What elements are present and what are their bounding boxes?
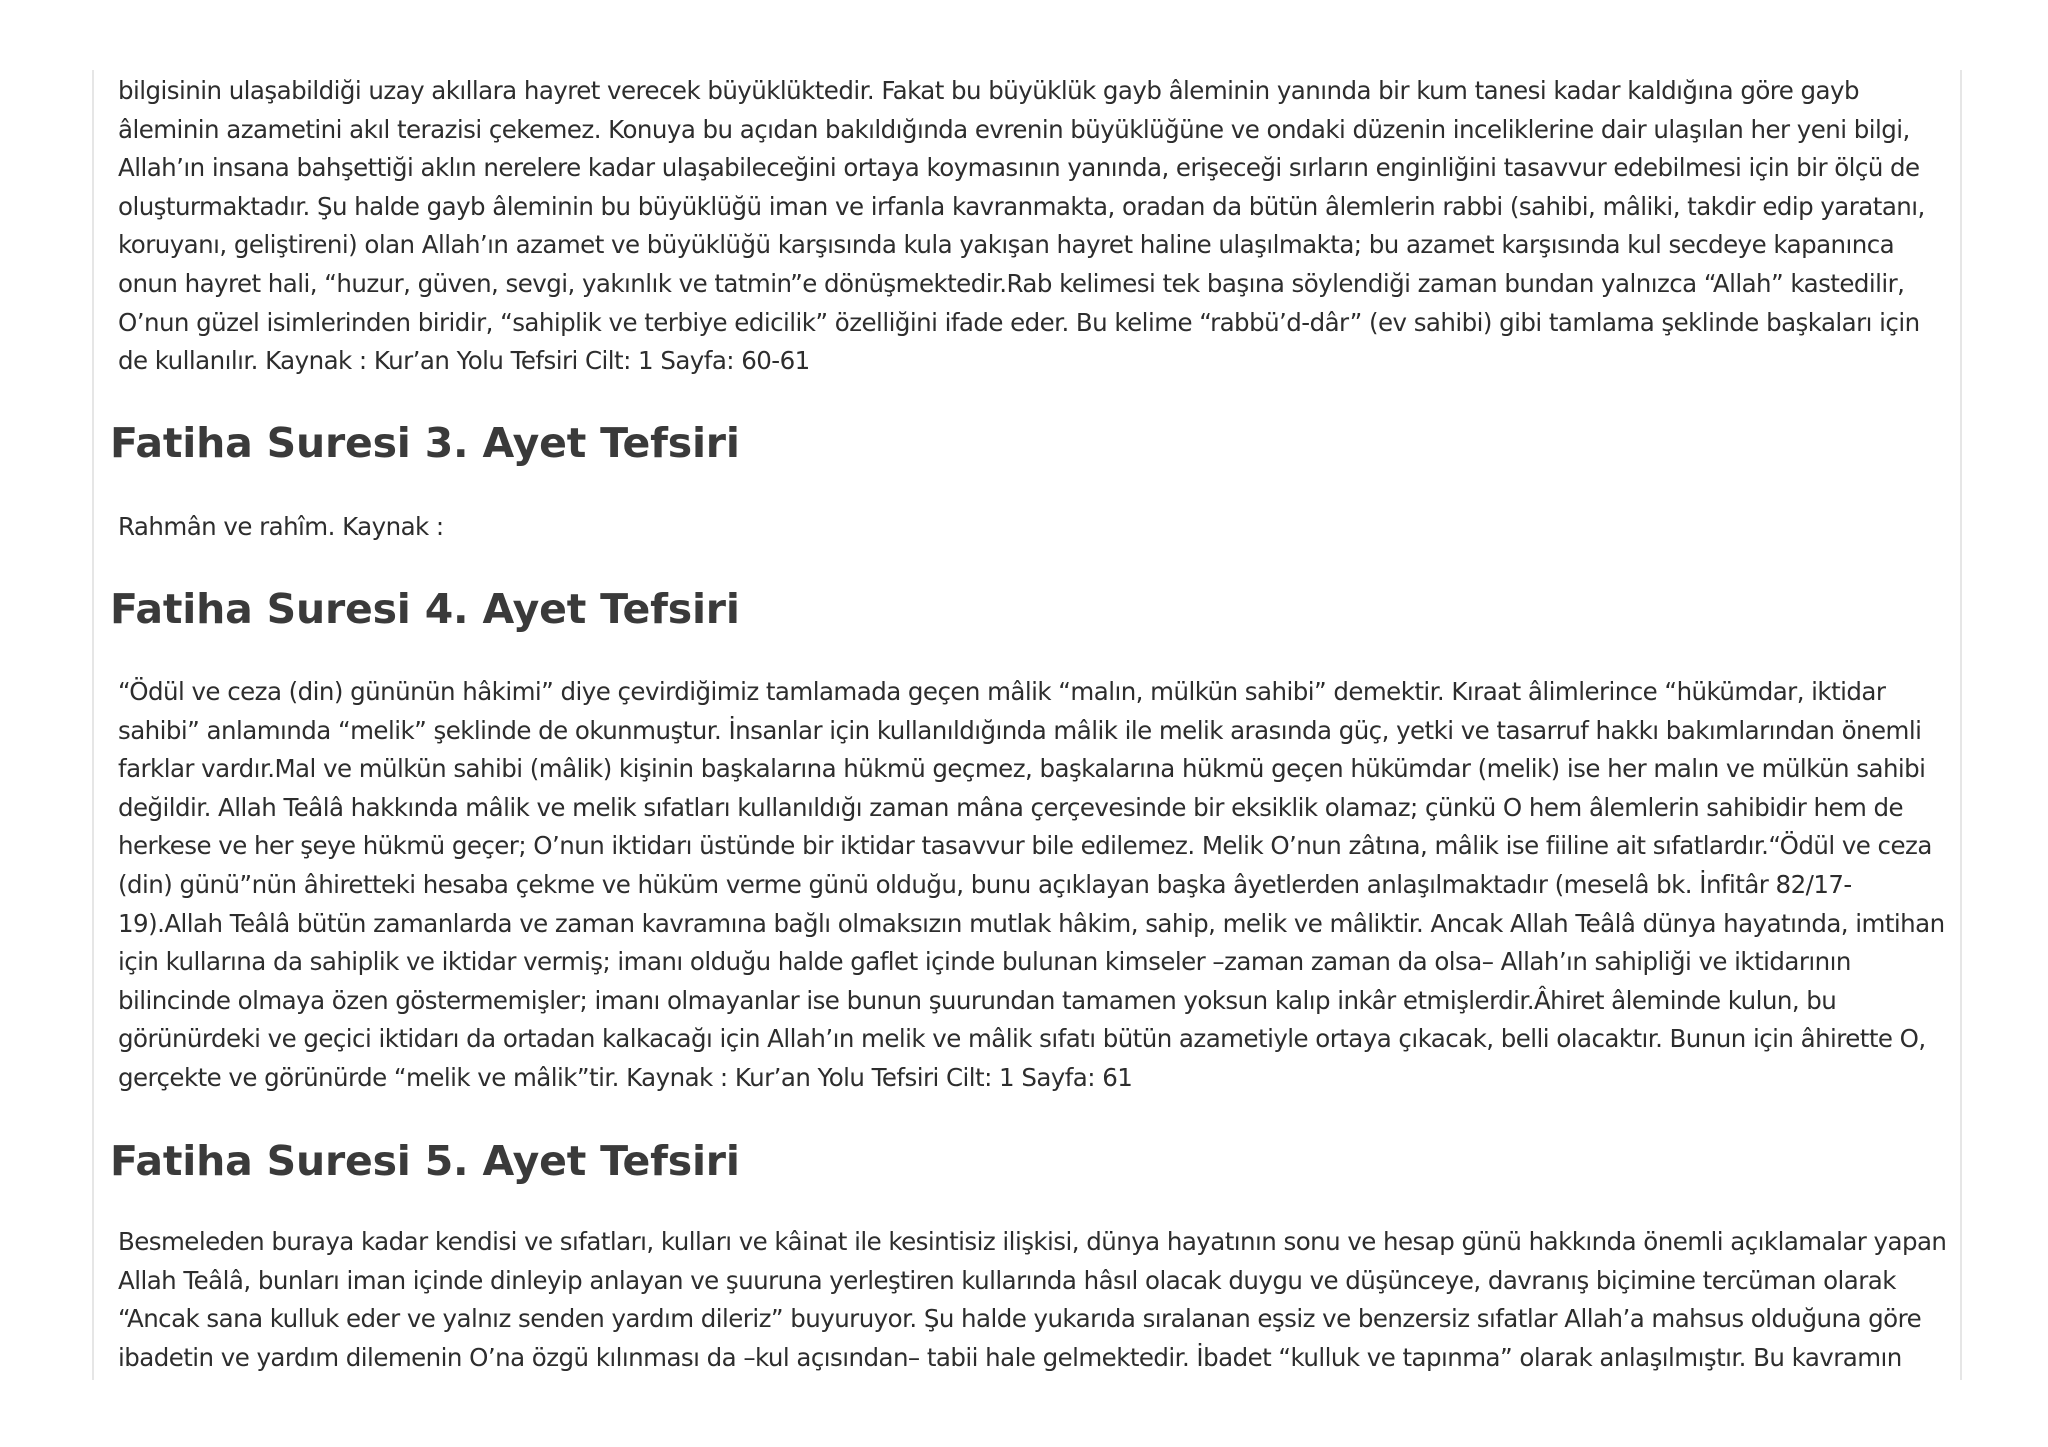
section-heading-ayet-3: Fatiha Suresi 3. Ayet Tefsiri [110, 419, 740, 467]
article-content [92, 70, 1962, 1380]
section-heading-ayet-4: Fatiha Suresi 4. Ayet Tefsiri [110, 585, 740, 633]
section-text-ayet-4: “Ödül ve ceza (din) gününün hâkimi” diye çevirdiğimiz tamlamada geçen mâlik “malın, mülkün sahibi” demektir. Kıraat âlimlerince “hükümdar, iktidar sahibi” anlamında “melik” şeklinde de okunmuştur. İnsanlar için kullanıldığında mâlik ile melik arasında güç, yetki ve tasarruf hakkı bakımlarından önemli farklar vardır.Mal ve mülkün sahibi (mâlik) kişinin başkalarına hükmü geçmez, başkalarına hükmü geçen hükümdar (melik) ise her malın ve mülkün sahibi değildir. Allah Teâlâ hakkında mâlik ve melik sıfatları kullanıldığı zaman mâna çerçevesinde bir eksiklik olamaz; çünkü O hem âlemlerin sahibidir hem de herkese ve her şeye hükmü geçer; O’nun iktidarı üstünde bir iktidar tasavvur bile edilemez. Melik O’nun zâtına, mâlik ise fiiline ait sıfatlardır.“Ödül ve ceza (din) günü”nün âhiretteki hesaba çekme ve hüküm verme günü olduğu, bunu açıklayan başka âyetlerden anlaşılmaktadır (meselâ bk. İnfitâr 82/17-19).Allah Teâlâ bütün zamanlarda ve zaman kavramına bağlı olmaksızın mutlak hâkim, sahip, melik ve mâliktir. Ancak Allah Teâlâ dünya hayatında, imtihan için kullarına da sahiplik ve iktidar vermiş; imanı olduğu halde gaflet içinde bulunan kimseler –zaman zaman da olsa– Allah’ın sahipliği ve iktidarının bilincinde olmaya özen göstermemişler; imanı olmayanlar ise bunun şuurundan tamamen yoksun kalıp inkâr etmişlerdir.Âhiret âleminde kulun, bu görünürdeki ve geçici iktidarı da ortadan kalkacağı için Allah’ın melik ve mâlik sıfatı bütün azametiyle ortaya çıkacak, belli olacaktır. Bunun için âhirette O, gerçekte ve görünürde “melik ve mâlik”tir. Kaynak : Kur’an Yolu Tefsiri Cilt: 1 Sayfa: 61 [118, 677, 1945, 1092]
section-text-ayet-3: Rahmân ve rahîm. Kaynak : [118, 512, 444, 541]
section-heading-ayet-5: Fatiha Suresi 5. Ayet Tefsiri [110, 1137, 740, 1185]
paragraph-intro: bilgisinin ulaşabildiği uzay akıllara hayret verecek büyüklüktedir. Fakat bu büyüklük gayb âleminin yanında bir kum tanesi kadar kaldığına göre gayb âleminin azametini akıl terazisi çekemez. Konuya bu açıdan bakıldığında evrenin büyüklüğüne ve ondaki düzenin inceliklerine dair ulaşılan her yeni bilgi, Allah’ın insana bahşettiği aklın nerelere kadar ulaşabileceğini ortaya koymasının yanında, erişeceği sırların enginliğini tasavvur edebilmesi için bir ölçü de oluşturmaktadır. Şu halde gayb âleminin bu büyüklüğü iman ve irfanla kavranmakta, oradan da bütün âlemlerin rabbi (sahibi, mâliki, takdir edip yaratanı, koruyanı, geliştireni) olan Allah’ın azamet ve büyüklüğü karşısında kula yakışan hayret haline ulaşılmakta; bu azamet karşısında kul secdeye kapanınca onun hayret hali, “huzur, güven, sevgi, yakınlık ve tatmin”e dönüşmektedir.Rab kelimesi tek başına söylendiği zaman bundan yalnızca “Allah” kastedilir, O’nun güzel isimlerinden biridir, “sahiplik ve terbiye edicilik” özelliğini ifade eder. Bu kelime “rabbü’d-dâr” (ev sahibi) gibi tamlama şeklinde başkaları için de kullanılır. Kaynak : Kur’an Yolu Tefsiri Cilt: 1 Sayfa: 60-61 [118, 76, 1925, 376]
section-text-ayet-5: Besmeleden buraya kadar kendisi ve sıfatları, kulları ve kâinat ile kesintisiz ilişkisi, dünya hayatının sonu ve hesap günü hakkında önemli açıklamalar yapan Allah Teâlâ, bunları iman içinde dinleyip anlayan ve şuuruna yerleştiren kullarında hâsıl olacak duygu ve düşünceye, davranış biçimine tercüman olarak “Ancak sana kulluk eder ve yalnız senden yardım dileriz” buyuruyor. Şu halde yukarıda sıralanan eşsiz ve benzersiz sıfatlar Allah’a mahsus olduğuna göre ibadetin ve yardım dilemenin O’na özgü kılınması da –kul açısından– tabii hale gelmektedir. İbadet “kulluk ve tapınma” olarak anlaşılmıştır. Bu kavramın [118, 1227, 1947, 1372]
